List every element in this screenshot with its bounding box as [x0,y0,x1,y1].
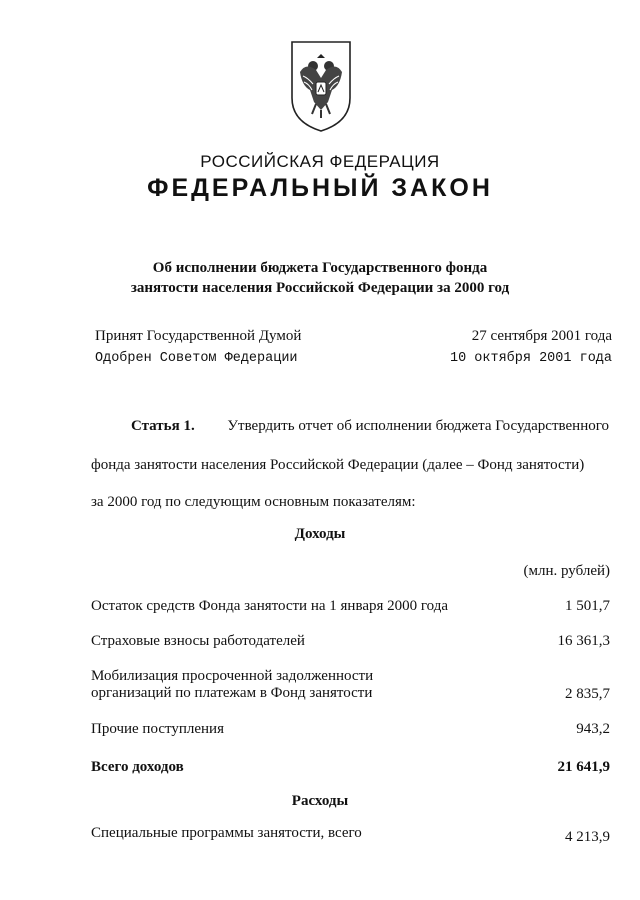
table-row-label: Специальные программы занятости, всего [91,825,362,841]
article-text: Утвердить отчет об исполнении бюджета Государственного [227,418,609,434]
table-row-value: 2 835,7 [565,686,610,702]
table-row-label-line: организаций по платежам в Фонд занятости [91,685,373,701]
law-title-line: занятости населения Российской Федерации за 2000 год [130,280,510,296]
expenses-heading: Расходы [291,793,349,809]
table-row-value: 16 361,3 [557,633,610,649]
approval-label: Одобрен Советом Федерации [95,351,298,366]
adoption-date: 27 сентября 2001 года [471,328,612,344]
document-type: ФЕДЕРАЛЬНЫЙ ЗАКОН [147,174,493,202]
approval-date: 10 октября 2001 года [449,351,612,366]
table-row-value: 1 501,7 [565,598,610,614]
law-title [0,258,640,298]
table-row-label-line: Мобилизация просроченной задолженности [91,668,374,684]
coat-of-arms-icon [286,38,356,134]
table-row-label: Страховые взносы работодателей [91,633,305,649]
total-label: Всего доходов [91,759,184,775]
article-text: фонда занятости населения Российской Федерации (далее – Фонд занятости) [91,457,585,473]
law-title-line: Об исполнении бюджета Государственного фонда [152,260,488,276]
article-text: за 2000 год по следующим основным показателям: [91,494,416,510]
table-row-value: 4 213,9 [565,829,610,845]
table-row-label [91,668,373,702]
article-number: Статья 1. [131,418,195,434]
state-name: РОССИЙСКАЯ ФЕДЕРАЦИЯ [200,152,440,171]
unit-label: (млн. рублей) [523,563,610,579]
article-paragraph [131,418,609,435]
table-row-label: Прочие поступления [91,721,224,737]
adoption-label: Принят Государственной Думой [95,328,302,344]
income-heading: Доходы [294,526,346,542]
table-row-label: Остаток средств Фонда занятости на 1 января 2000 года [91,598,449,614]
total-value: 21 641,9 [557,759,610,775]
table-row-value: 943,2 [576,721,610,737]
